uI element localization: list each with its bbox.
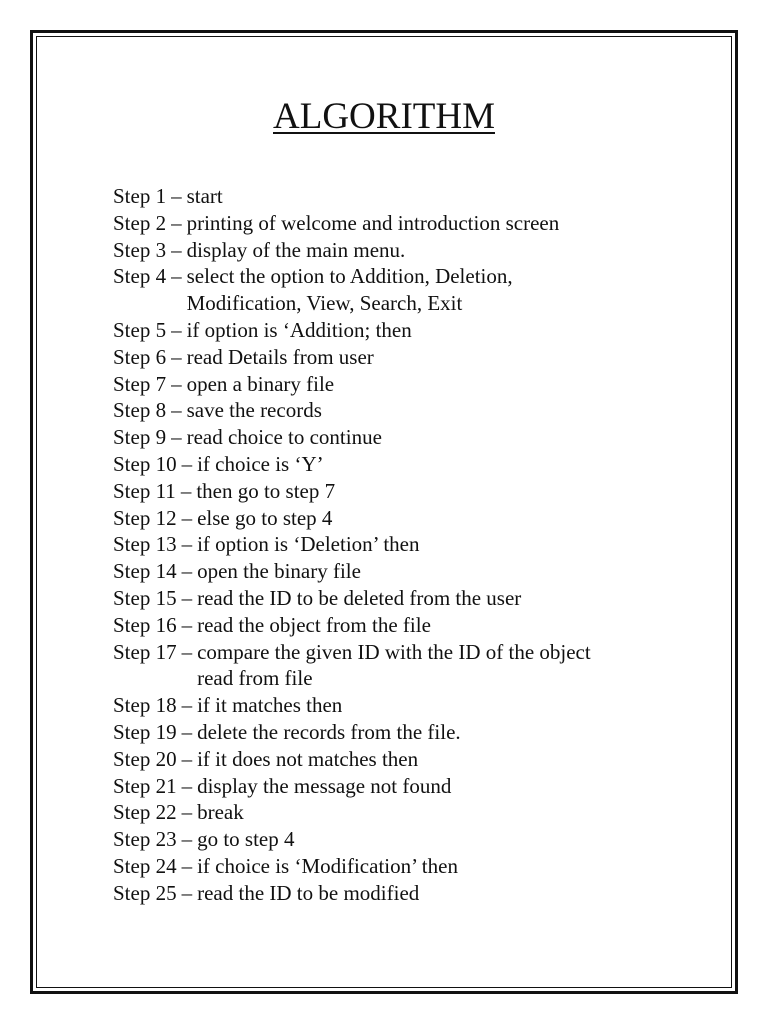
- algorithm-step: [113, 746, 693, 773]
- step-text: [196, 478, 335, 505]
- step-label: Step 20: [113, 746, 177, 771]
- step-text-line: display of the main menu.: [186, 237, 406, 262]
- step-dash: –: [181, 773, 193, 798]
- step-text-line: break: [197, 800, 244, 825]
- algorithm-step: [113, 451, 693, 478]
- step-text-line: if choice is ‘Modification’ then: [197, 853, 458, 878]
- step-text: [197, 799, 244, 826]
- algorithm-step: [113, 826, 693, 853]
- step-text: [197, 585, 521, 612]
- step-dash: –: [181, 532, 193, 557]
- step-text-line: save the records: [186, 398, 322, 423]
- step-text-line: printing of welcome and introduction screen: [186, 210, 560, 235]
- step-text-line: if choice is ‘Y’: [197, 451, 324, 476]
- step-dash: –: [171, 425, 182, 450]
- algorithm-step: [113, 585, 693, 612]
- step-text: [197, 692, 342, 719]
- step-label: Step 13: [113, 532, 177, 557]
- step-text: [197, 773, 451, 800]
- algorithm-step: [113, 612, 693, 639]
- step-dash: –: [181, 639, 193, 664]
- step-dash: –: [181, 800, 193, 825]
- step-dash: –: [181, 505, 193, 530]
- step-text-line: else go to step 4: [197, 505, 333, 530]
- step-text: [197, 531, 419, 558]
- step-dash: –: [181, 559, 193, 584]
- step-label: Step 7: [113, 371, 167, 396]
- algorithm-step: [113, 397, 693, 424]
- step-label: Step 9: [113, 425, 167, 450]
- step-text: [197, 880, 419, 907]
- algorithm-step: [113, 210, 693, 237]
- algorithm-step: [113, 799, 693, 826]
- step-text: [197, 558, 361, 585]
- step-dash: –: [181, 853, 193, 878]
- algorithm-step: [113, 317, 693, 344]
- algorithm-step: [113, 237, 693, 264]
- algorithm-step: [113, 639, 693, 693]
- step-label: Step 16: [113, 612, 177, 637]
- step-dash: –: [171, 264, 182, 289]
- step-text-line: read Details from user: [186, 344, 374, 369]
- step-dash: –: [181, 827, 193, 852]
- algorithm-step-list: [113, 183, 693, 907]
- step-dash: –: [171, 371, 182, 396]
- algorithm-step: [113, 505, 693, 532]
- step-label: Step 11: [113, 478, 176, 503]
- step-label: Step 14: [113, 559, 177, 584]
- step-label: Step 4: [113, 264, 167, 289]
- step-dash: –: [171, 317, 182, 342]
- step-label: Step 17: [113, 639, 177, 664]
- algorithm-step: [113, 424, 693, 451]
- step-text: [187, 237, 406, 264]
- step-dash: –: [180, 478, 192, 503]
- step-dash: –: [181, 719, 193, 744]
- step-text-line: then go to step 7: [196, 478, 336, 503]
- step-label: Step 2: [113, 210, 167, 235]
- algorithm-step: [113, 853, 693, 880]
- algorithm-step: [113, 719, 693, 746]
- step-text-line: read the ID to be modified: [197, 880, 420, 905]
- step-text-line: read choice to continue: [186, 425, 382, 450]
- algorithm-step: [113, 263, 693, 317]
- step-label: Step 3: [113, 237, 167, 262]
- step-dash: –: [171, 184, 182, 208]
- step-text-line: compare the given ID with the ID of the object: [197, 639, 591, 664]
- step-label: Step 24: [113, 853, 177, 878]
- algorithm-step: [113, 478, 693, 505]
- step-dash: –: [171, 210, 182, 235]
- step-label: Step 25: [113, 880, 177, 905]
- step-text: [187, 344, 374, 371]
- step-dash: –: [181, 585, 193, 610]
- algorithm-step: [113, 558, 693, 585]
- step-text-continuation: Modification, View, Search, Exit: [186, 291, 463, 316]
- step-text: [187, 183, 223, 210]
- algorithm-step: [113, 531, 693, 558]
- step-text-line: start: [186, 184, 223, 208]
- step-text-line: if it matches then: [197, 693, 343, 718]
- step-text: [197, 639, 591, 693]
- algorithm-step: [113, 880, 693, 907]
- step-text: [187, 210, 560, 237]
- step-text: [197, 451, 324, 478]
- step-label: Step 10: [113, 451, 177, 476]
- step-label: Step 1: [113, 184, 167, 208]
- step-dash: –: [181, 746, 193, 771]
- step-text-line: if it does not matches then: [197, 746, 419, 771]
- step-label: Step 5: [113, 317, 167, 342]
- step-text: [197, 826, 294, 853]
- step-label: Step 15: [113, 585, 177, 610]
- step-text-line: read the ID to be deleted from the user: [197, 585, 522, 610]
- step-text: [197, 853, 458, 880]
- step-text-continuation: read from file: [197, 666, 313, 691]
- step-label: Step 6: [113, 344, 167, 369]
- step-label: Step 12: [113, 505, 177, 530]
- step-dash: –: [171, 398, 182, 423]
- step-text: [187, 263, 513, 317]
- step-text: [197, 505, 332, 532]
- page-title: ALGORITHM: [273, 96, 495, 137]
- algorithm-step: [113, 183, 693, 210]
- step-text-line: open the binary file: [197, 559, 361, 584]
- step-text-line: if option is ‘Addition; then: [186, 317, 412, 342]
- step-label: Step 19: [113, 719, 177, 744]
- step-text-line: delete the records from the file.: [197, 719, 461, 744]
- step-text: [197, 719, 461, 746]
- step-text: [197, 612, 431, 639]
- step-text-line: read the object from the file: [197, 612, 431, 637]
- step-label: Step 22: [113, 800, 177, 825]
- algorithm-step: [113, 692, 693, 719]
- step-text: [187, 424, 382, 451]
- step-dash: –: [181, 693, 193, 718]
- step-text: [197, 746, 418, 773]
- step-label: Step 21: [113, 773, 177, 798]
- algorithm-step: [113, 371, 693, 398]
- step-text: [187, 317, 412, 344]
- step-label: Step 8: [113, 398, 167, 423]
- step-dash: –: [181, 880, 193, 905]
- step-label: Step 23: [113, 827, 177, 852]
- step-text-line: go to step 4: [197, 827, 295, 852]
- step-dash: –: [181, 612, 193, 637]
- step-text: [187, 371, 335, 398]
- step-text-line: display the message not found: [197, 773, 452, 798]
- step-dash: –: [171, 344, 182, 369]
- algorithm-step: [113, 773, 693, 800]
- step-text-line: select the option to Addition, Deletion,: [186, 264, 513, 289]
- step-label: Step 18: [113, 693, 177, 718]
- algorithm-step: [113, 344, 693, 371]
- step-dash: –: [171, 237, 182, 262]
- step-text-line: if option is ‘Deletion’ then: [197, 532, 420, 557]
- step-dash: –: [181, 451, 193, 476]
- step-text: [187, 397, 322, 424]
- step-text-line: open a binary file: [186, 371, 335, 396]
